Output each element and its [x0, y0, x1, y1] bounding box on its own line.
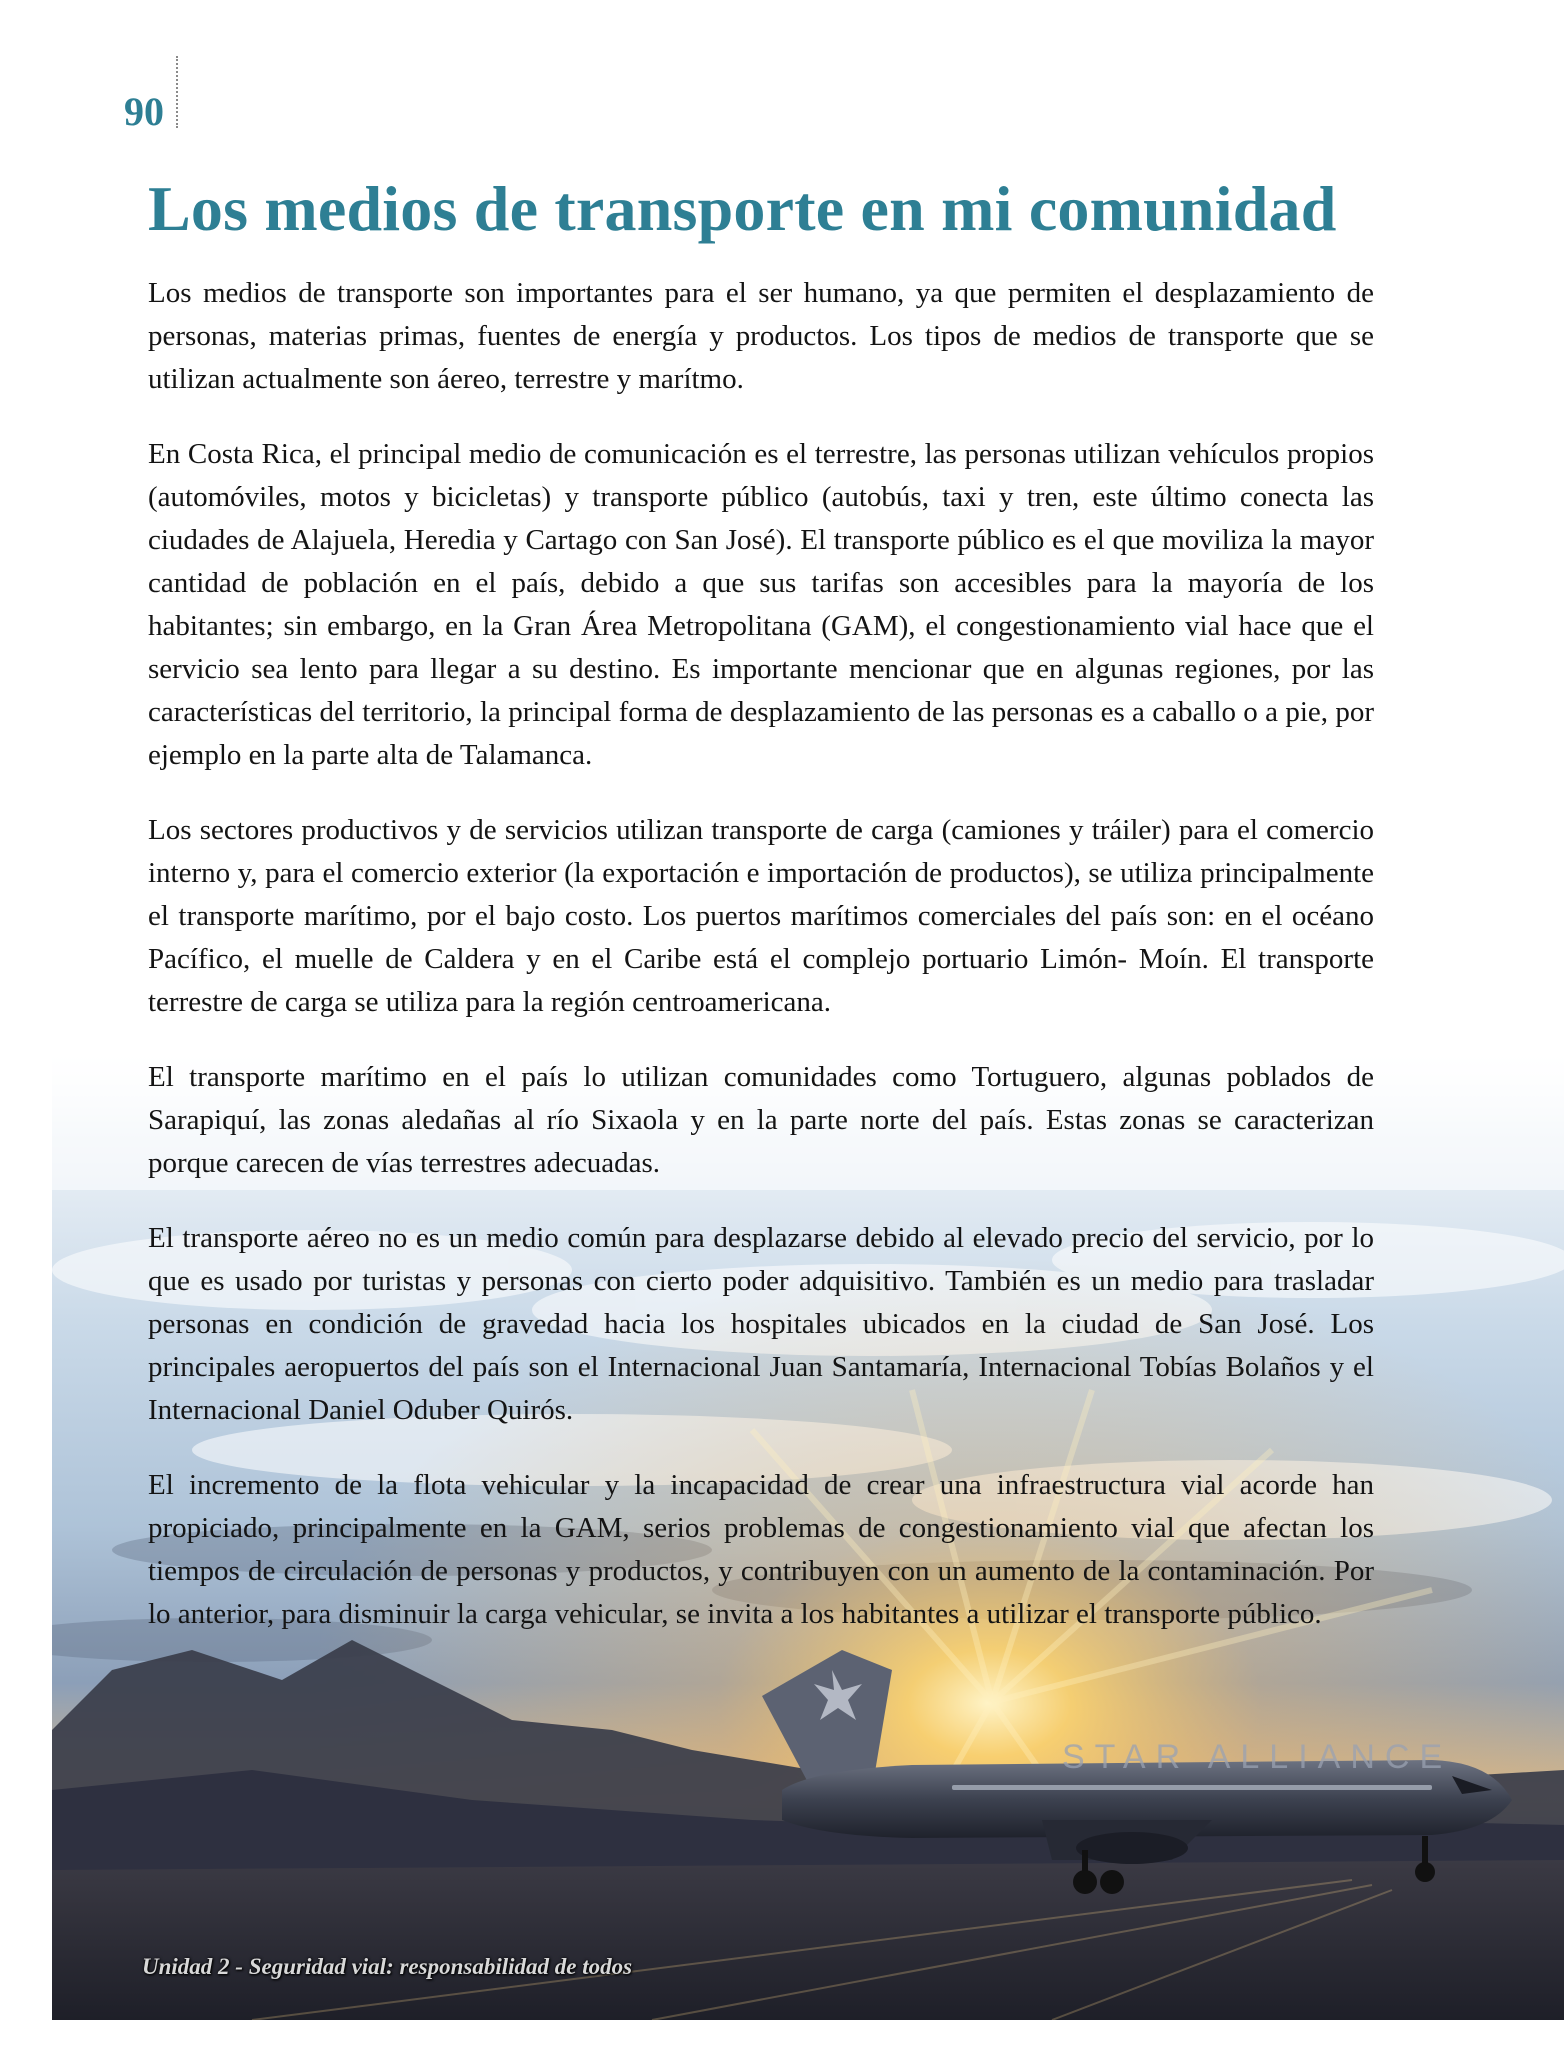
page-title: Los medios de transporte en mi comunidad	[148, 173, 1337, 244]
svg-text:STAR ALLIANCE: STAR ALLIANCE	[1062, 1738, 1453, 1776]
page-number: 90	[124, 89, 164, 134]
unit-footer: Unidad 2 - Seguridad vial: responsabilidad de todos	[142, 1954, 633, 1979]
paragraph-air-transport: El transporte aéreo no es un medio común para desplazarse debido al elevado precio del servicio, por lo que es usado por turistas y personas con cierto poder adquisitivo. También es un medio para trasladar personas en condición de gravedad hacia los hospitales ubicados en la ciudad de San José. Los principales aeropuertos del país son el Internacional Juan Santamaría, Internacional Tobías Bolaños y el Internacional Daniel Oduber Quirós.	[148, 1222, 1374, 1426]
paragraph-traffic-congestion: El incremento de la flota vehicular y la incapacidad de crear una infraestructura vial acorde han propiciado, principalmente en la GAM, serios problemas de congestionamiento vial que afectan los tiempos de circulación de personas y productos, y contribuyen con un aumento de la contaminación. Por lo anterior, para disminuir la carga vehicular, se invita a los habitantes a utilizar el transporte público.	[148, 1469, 1374, 1630]
body-text	[148, 272, 1374, 1668]
paragraph-costa-rica-land-transport: En Costa Rica, el principal medio de comunicación es el terrestre, las personas utilizan vehículos propios (automóviles, motos y bicicletas) y transporte público (autobús, taxi y tren, este último conecta las ciudades de Alajuela, Heredia y Cartago con San José). El transporte público es el que moviliza la mayor cantidad de población en el país, debido a que sus tarifas son accesibles para la mayoría de los habitantes; sin embargo, en la Gran Área Metropolitana (GAM), el congestionamiento vial hace que el servicio sea lento para llegar a su destino. Es importante mencionar que en algunas regiones, por las características del territorio, la principal forma de desplazamiento de las personas es a caballo o a pie, por ejemplo en la parte alta de Talamanca.	[148, 438, 1374, 771]
paragraph-transport-intro: Los medios de transporte son importantes para el ser humano, ya que permiten el desplazamiento de personas, materias primas, fuentes de energía y productos. Los tipos de medios de transporte que se utilizan actualmente son áereo, terrestre y marítmo.	[148, 277, 1374, 395]
header-divider	[176, 56, 178, 128]
paragraph-cargo-transport: Los sectores productivos y de servicios utilizan transporte de carga (camiones y tráiler) para el comercio interno y, para el comercio exterior (la exportación e importación de productos), se utiliza principalmente el transporte marítimo, por el bajo costo. Los puertos marítimos comerciales del país son: en el océano Pacífico, el muelle de Caldera y en el Caribe está el complejo portuario Limón- Moín. El transporte terrestre de carga se utiliza para la región centroamericana.	[148, 814, 1374, 1018]
paragraph-maritime-transport: El transporte marítimo en el país lo utilizan comunidades como Tortuguero, algunas poblados de Sarapiquí, las zonas aledañas al río Sixaola y en la parte norte del país. Estas zonas se caracterizan porque carecen de vías terrestres adecuadas.	[148, 1061, 1374, 1179]
